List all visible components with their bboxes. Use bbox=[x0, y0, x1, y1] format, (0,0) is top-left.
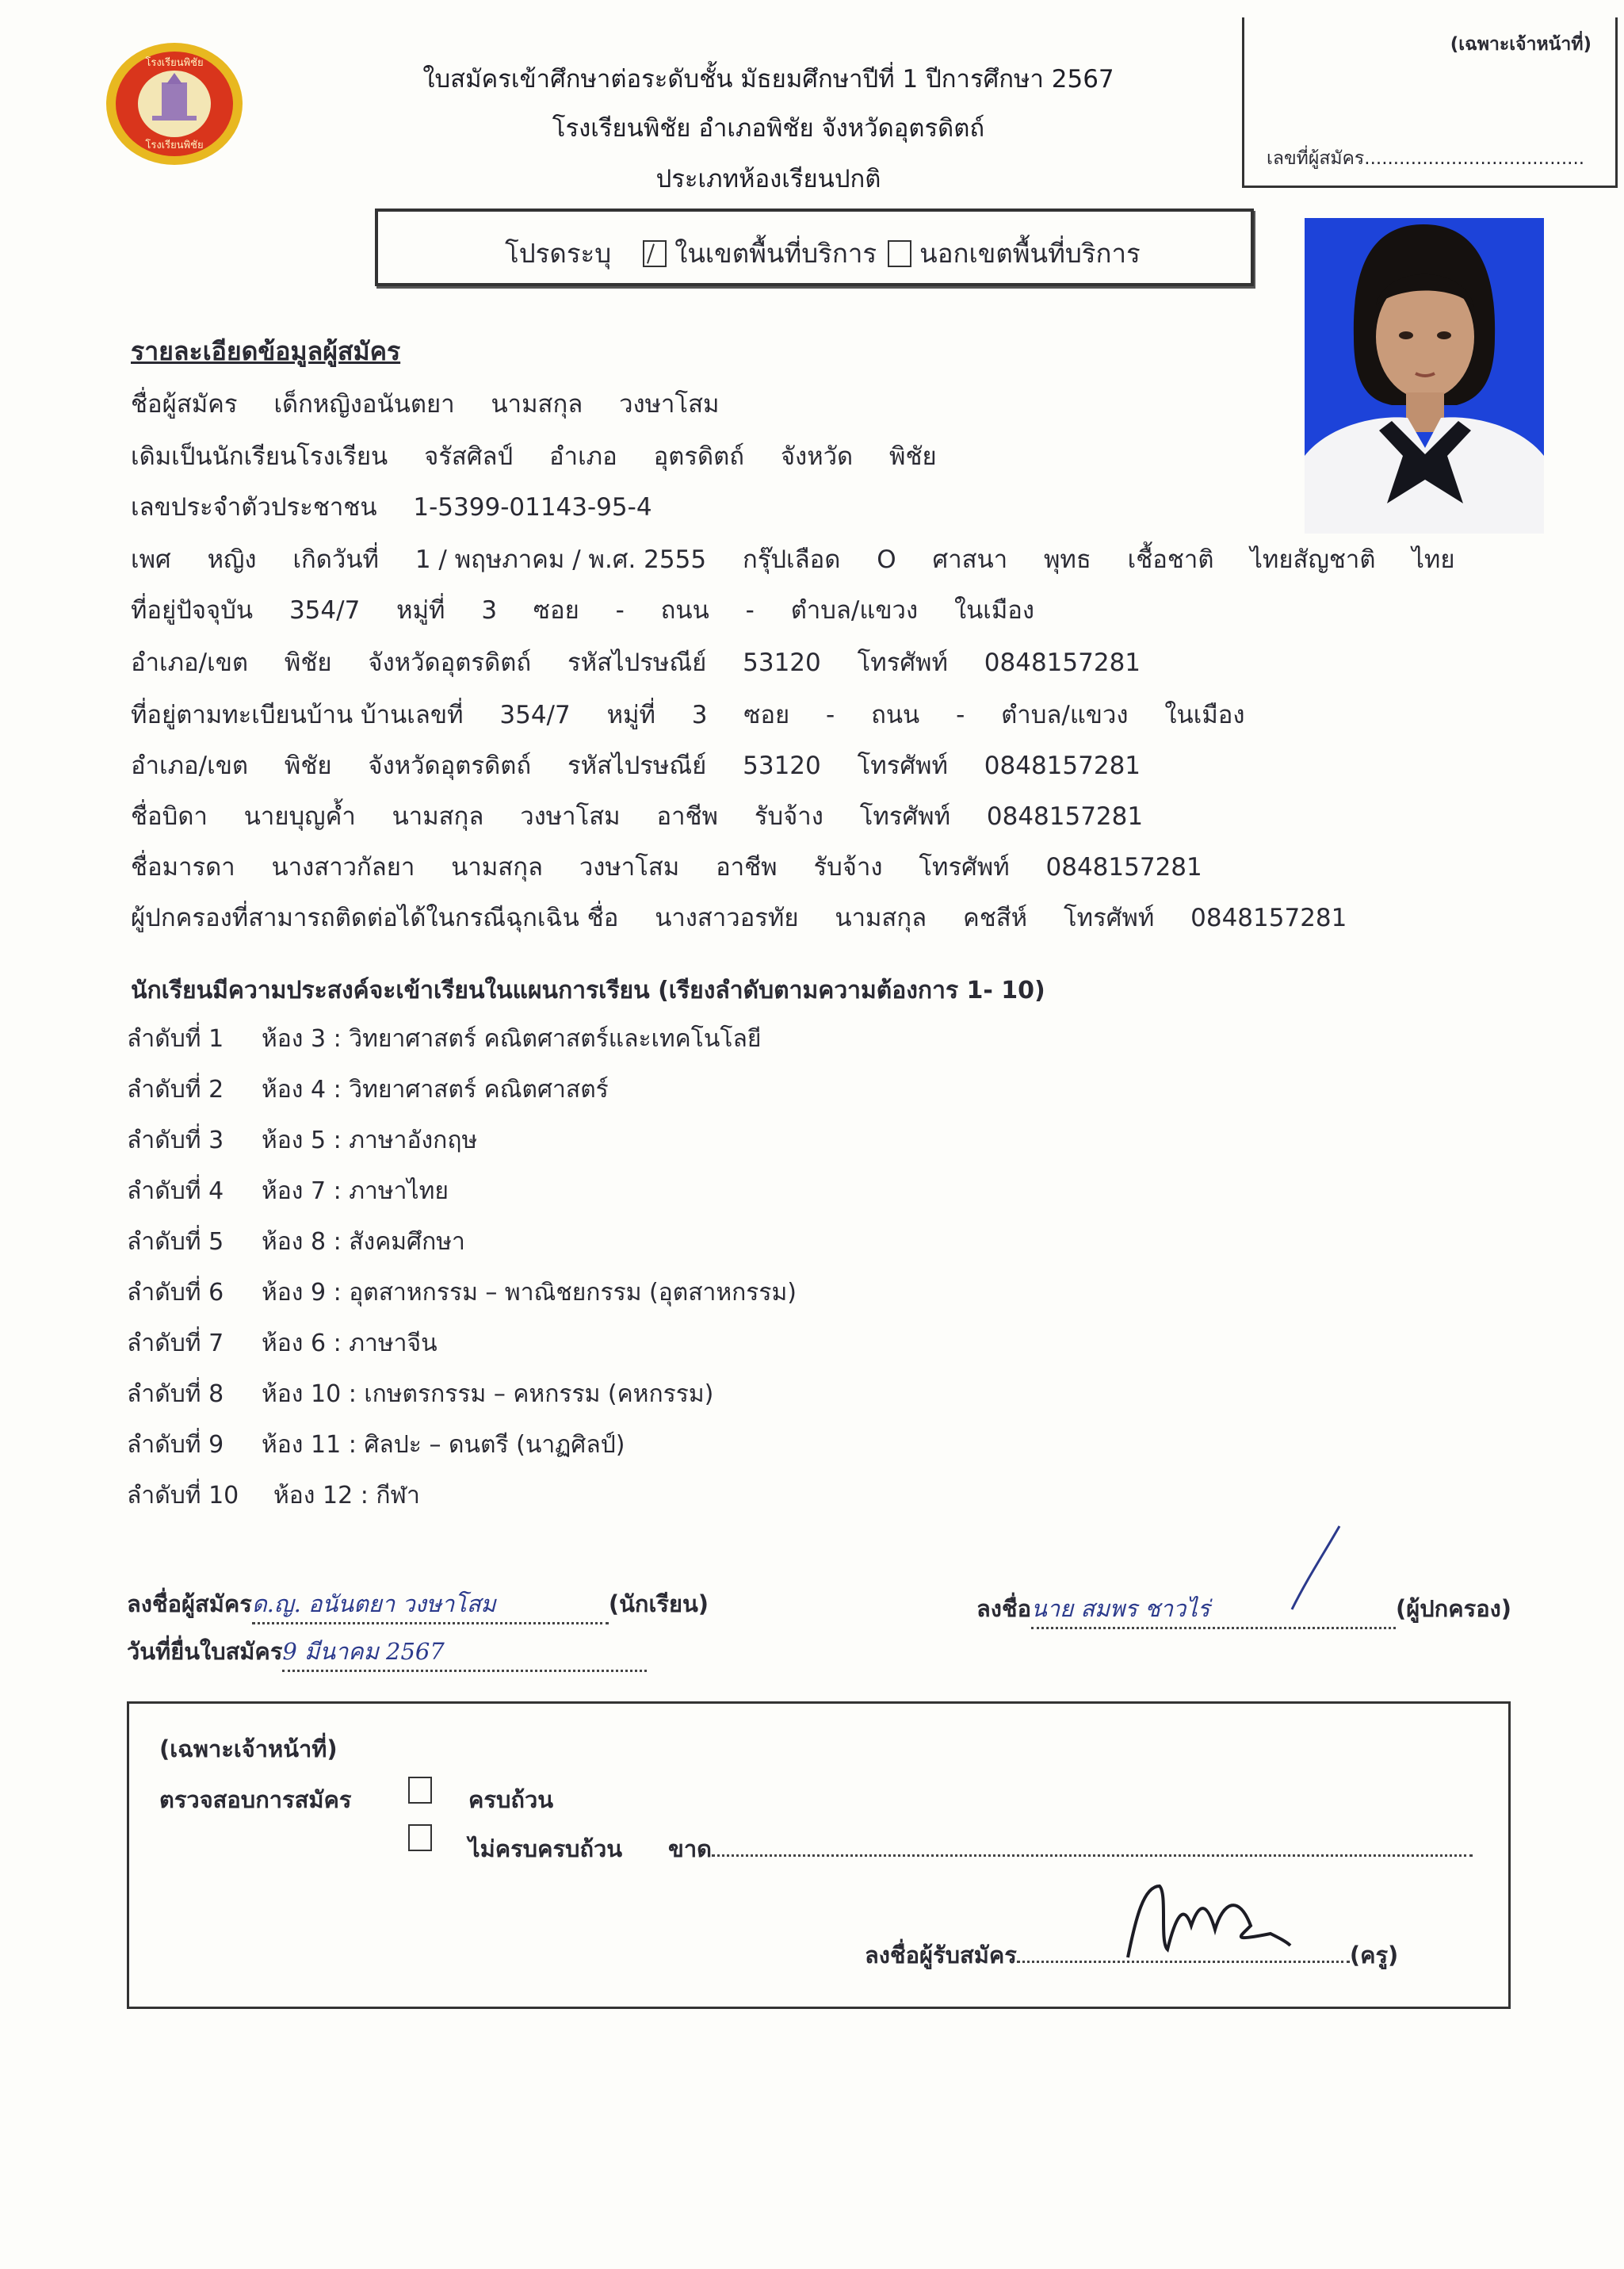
guardian-sign-label: ลงชื่อ bbox=[976, 1595, 1032, 1622]
road-label: ถนน bbox=[871, 701, 920, 729]
zip-value: 53120 bbox=[743, 752, 821, 780]
current-address-row-2 bbox=[131, 642, 1169, 682]
mother-value: นางสาวกัลยา bbox=[271, 853, 415, 882]
job-value: รับจ้าง bbox=[813, 853, 883, 882]
outside-area-checkbox[interactable] bbox=[888, 240, 911, 267]
applicant-sign-suffix: (นักเรียน) bbox=[608, 1590, 709, 1617]
moo-label: หมู่ที่ bbox=[396, 596, 445, 625]
sex-label: เพศ bbox=[131, 545, 171, 574]
amphoe-label: อำเภอ/เขต bbox=[131, 752, 249, 780]
name-row bbox=[131, 384, 747, 423]
guardian-signature-row bbox=[976, 1590, 1511, 1629]
plan-room: ห้อง 12 : กีฬา bbox=[273, 1482, 420, 1509]
plan-rank: ลำดับที่ 7 bbox=[127, 1330, 224, 1357]
missing-row bbox=[668, 1831, 1473, 1867]
phone-label: โทรศัพท์ bbox=[857, 649, 948, 677]
mother-row bbox=[131, 847, 1231, 886]
current-address-row bbox=[131, 590, 1063, 629]
signature-flourish bbox=[1284, 1522, 1347, 1617]
mother-label: ชื่อมารดา bbox=[131, 853, 235, 882]
district-value: อุตรดิตถ์ bbox=[653, 442, 745, 471]
address-label: ที่อยู่ปัจจุบัน bbox=[131, 596, 254, 625]
nationality-value: ไทย bbox=[1412, 545, 1455, 574]
complete-label: ครบถ้วน bbox=[468, 1786, 554, 1813]
moo-value: 3 bbox=[691, 701, 708, 729]
applicant-sign-label: ลงชื่อผู้สมัคร bbox=[127, 1590, 252, 1617]
amphoe-label: อำเภอ/เขต bbox=[131, 649, 249, 677]
religion-label: ศาสนา bbox=[932, 545, 1008, 574]
service-area-choice bbox=[375, 209, 1254, 286]
check-label: ตรวจสอบการสมัคร bbox=[159, 1786, 352, 1813]
race-value: ไทยสัญชาติ bbox=[1250, 545, 1376, 574]
date-row bbox=[127, 1633, 647, 1672]
form-title: ใบสมัครเข้าศึกษาต่อระดับชั้น มัธยมศึกษาปีที่ 1 ปีการศึกษา 2567 bbox=[422, 65, 1114, 94]
receiver-handwritten-signature bbox=[1112, 1870, 1302, 1973]
plan-room: ห้อง 9 : อุตสาหกรรม – พาณิชยกรรม (อุตสาหกรรม) bbox=[262, 1279, 797, 1307]
missing-field[interactable] bbox=[712, 1831, 1473, 1857]
road-label: ถนน bbox=[660, 596, 709, 625]
id-row bbox=[131, 487, 681, 526]
phone-label: โทรศัพท์ bbox=[919, 853, 1010, 882]
registered-address-row-2 bbox=[131, 745, 1169, 785]
birth-row bbox=[131, 539, 1484, 579]
applicant-signature-row bbox=[127, 1586, 709, 1624]
father-value: นายบุญค้ำ bbox=[243, 802, 356, 831]
zip-label: รหัสไปรษณีย์ bbox=[567, 649, 707, 677]
guardian-value: นางสาวอรทัย bbox=[655, 904, 799, 932]
office-use-box bbox=[1242, 17, 1618, 188]
plan-room: ห้อง 6 : ภาษาจีน bbox=[262, 1330, 438, 1357]
plan-rank: ลำดับที่ 5 bbox=[127, 1228, 224, 1256]
phone-label: โทรศัพท์ bbox=[859, 802, 951, 831]
plan-room: ห้อง 5 : ภาษาอังกฤษ bbox=[262, 1127, 478, 1154]
details-heading: รายละเอียดข้อมูลผู้สมัคร bbox=[131, 336, 401, 366]
guardian-label: ผู้ปกครองที่สามารถติดต่อได้ในกรณีฉุกเฉิน ชื่อ bbox=[131, 904, 619, 932]
sex-value: หญิง bbox=[207, 545, 257, 574]
phone-label: โทรศัพท์ bbox=[1063, 904, 1155, 932]
phone-label: โทรศัพท์ bbox=[857, 752, 948, 780]
subdistrict-value: ในเมือง bbox=[1164, 701, 1245, 729]
room-type: ประเภทห้องเรียนปกติ bbox=[655, 165, 881, 193]
soi-value: - bbox=[615, 596, 625, 625]
district-label: อำเภอ bbox=[549, 442, 617, 471]
receiver-suffix: (ครู) bbox=[1349, 1942, 1399, 1969]
father-label: ชื่อบิดา bbox=[131, 802, 208, 831]
plan-rank: ลำดับที่ 10 bbox=[127, 1482, 239, 1509]
plan-rank: ลำดับที่ 1 bbox=[127, 1025, 224, 1053]
plan-room: ห้อง 3 : วิทยาศาสตร์ คณิตศาสตร์และเทคโนโลยี bbox=[262, 1025, 762, 1053]
amphoe-value: พิชัย bbox=[284, 752, 332, 780]
moo-value: 3 bbox=[481, 596, 498, 625]
plan-rank: ลำดับที่ 9 bbox=[127, 1431, 224, 1459]
plan-room: ห้อง 10 : เกษตรกรรม – คหกรรม (คหกรรม) bbox=[262, 1380, 714, 1408]
guardian-sign-suffix: (ผู้ปกครอง) bbox=[1396, 1595, 1512, 1622]
father-row bbox=[131, 796, 1171, 836]
phone-value: 0848157281 bbox=[986, 802, 1144, 831]
road-value: - bbox=[745, 596, 755, 625]
registered-address-label: ที่อยู่ตามทะเบียนบ้าน บ้านเลขที่ bbox=[131, 701, 464, 729]
plan-rank: ลำดับที่ 8 bbox=[127, 1380, 224, 1408]
inside-area-label: ในเขตพื้นที่บริการ bbox=[674, 238, 877, 269]
soi-label: ซอย bbox=[533, 596, 579, 625]
blood-label: กรุ๊ปเลือด bbox=[742, 545, 841, 574]
zip-value: 53120 bbox=[743, 649, 821, 677]
id-value: 1-5399-01143-95-4 bbox=[413, 493, 652, 522]
guardian-signature[interactable]: นาย สมพร ชาวไร่ bbox=[1031, 1590, 1396, 1629]
prev-school-value: จรัสศิลป์ bbox=[424, 442, 514, 471]
job-label: อาชีพ bbox=[656, 802, 718, 831]
province-label: จังหวัด bbox=[780, 442, 854, 471]
registered-address-row bbox=[131, 694, 1274, 734]
phone-value: 0848157281 bbox=[1190, 904, 1347, 932]
religion-value: พุทธ bbox=[1043, 545, 1091, 574]
soi-label: ซอย bbox=[743, 701, 790, 729]
inside-area-checkbox[interactable] bbox=[643, 240, 667, 267]
complete-checkbox[interactable] bbox=[408, 1777, 432, 1804]
prev-school-row bbox=[131, 436, 965, 476]
phone-value: 0848157281 bbox=[1045, 853, 1202, 882]
plan-rank: ลำดับที่ 3 bbox=[127, 1127, 224, 1154]
school-line: โรงเรียนพิชัย อำเภอพิชัย จังหวัดอุตรดิตถ์ bbox=[552, 114, 985, 143]
plan-room: ห้อง 11 : ศิลปะ – ดนตรี (นาฏศิลป์) bbox=[262, 1431, 625, 1459]
logo-text-bottom: โรงเรียนพิชัย bbox=[145, 140, 204, 151]
surname-label: นามสกุล bbox=[392, 802, 484, 831]
date-field[interactable]: 9 มีนาคม 2567 bbox=[282, 1633, 647, 1672]
plan-room: ห้อง 4 : วิทยาศาสตร์ คณิตศาสตร์ bbox=[262, 1076, 609, 1104]
job-value: รับจ้าง bbox=[754, 802, 823, 831]
missing-label: ขาด bbox=[668, 1835, 712, 1862]
amphoe-value: พิชัย bbox=[284, 649, 332, 677]
race-label: เชื้อชาติ bbox=[1127, 545, 1214, 574]
applicant-photo bbox=[1305, 218, 1544, 534]
plan-room: ห้อง 7 : ภาษาไทย bbox=[262, 1177, 449, 1205]
guardian-row bbox=[131, 897, 1375, 937]
father-surname: วงษาโสม bbox=[520, 802, 621, 831]
plan-rank: ลำดับที่ 6 bbox=[127, 1279, 224, 1307]
mother-surname: วงษาโสม bbox=[579, 853, 680, 882]
subdistrict-label: ตำบล/แขวง bbox=[790, 596, 919, 625]
birth-label: เกิดวันที่ bbox=[292, 545, 379, 574]
date-label: วันที่ยื่นใบสมัคร bbox=[127, 1638, 283, 1665]
job-label: อาชีพ bbox=[716, 853, 778, 882]
changwat-text: จังหวัดอุตรดิตถ์ bbox=[368, 752, 532, 780]
surname-value: วงษาโสม bbox=[619, 390, 720, 419]
phone-value: 0848157281 bbox=[984, 649, 1141, 677]
house-number: 354/7 bbox=[499, 701, 571, 729]
surname-label: นามสกุล bbox=[451, 853, 543, 882]
choice-prompt: โปรดระบุ bbox=[505, 238, 612, 269]
soi-value: - bbox=[826, 701, 835, 729]
province-value: พิชัย bbox=[889, 442, 937, 471]
id-label: เลขประจำตัวประชาชน bbox=[131, 493, 377, 522]
name-label: ชื่อผู้สมัคร bbox=[131, 390, 238, 419]
plan-rank: ลำดับที่ 2 bbox=[127, 1076, 224, 1104]
office-check-box bbox=[127, 1701, 1511, 2009]
changwat-text: จังหวัดอุตรดิตถ์ bbox=[368, 649, 532, 677]
outside-area-label: นอกเขตพื้นที่บริการ bbox=[919, 238, 1141, 269]
receiver-label: ลงชื่อผู้รับสมัคร bbox=[865, 1942, 1017, 1969]
subdistrict-label: ตำบล/แขวง bbox=[1001, 701, 1129, 729]
phone-value: 0848157281 bbox=[984, 752, 1141, 780]
incomplete-checkbox[interactable] bbox=[408, 1824, 432, 1851]
plan-rank: ลำดับที่ 4 bbox=[127, 1177, 224, 1205]
subdistrict-value: ในเมือง bbox=[953, 596, 1035, 625]
applicant-signature[interactable]: ด.ญ. อนันตยา วงษาโสม bbox=[252, 1586, 609, 1624]
road-value: - bbox=[956, 701, 965, 729]
plan-room: ห้อง 8 : สังคมศึกษา bbox=[262, 1228, 465, 1256]
zip-label: รหัสไปรษณีย์ bbox=[567, 752, 707, 780]
plans-heading: นักเรียนมีความประสงค์จะเข้าเรียนในแผนการเรียน (เรียงลำดับตามความต้องการ 1- 10) bbox=[131, 977, 1045, 1004]
prev-school-label: เดิมเป็นนักเรียนโรงเรียน bbox=[131, 442, 388, 471]
logo-text-top: โรงเรียนพิชัย bbox=[145, 57, 204, 69]
moo-label: หมู่ที่ bbox=[606, 701, 655, 729]
guardian-surname: คชสีห์ bbox=[962, 904, 1028, 932]
incomplete-label: ไม่ครบครบถ้วน bbox=[468, 1835, 623, 1862]
surname-label: นามสกุล bbox=[835, 904, 927, 932]
office-box-title: (เฉพาะเจ้าหน้าที่) bbox=[159, 1735, 338, 1762]
birth-value: 1 / พฤษภาคม / พ.ศ. 2555 bbox=[415, 545, 707, 574]
blood-value: O bbox=[877, 545, 896, 574]
name-value: เด็กหญิงอนันตยา bbox=[273, 390, 455, 419]
house-number: 354/7 bbox=[288, 596, 361, 625]
surname-label: นามสกุล bbox=[491, 390, 583, 419]
office-only-label: (เฉพาะเจ้าหน้าที่) bbox=[1450, 34, 1592, 55]
applicant-number-field[interactable]: เลขที่ผู้สมัคร...................................... bbox=[1267, 148, 1585, 169]
